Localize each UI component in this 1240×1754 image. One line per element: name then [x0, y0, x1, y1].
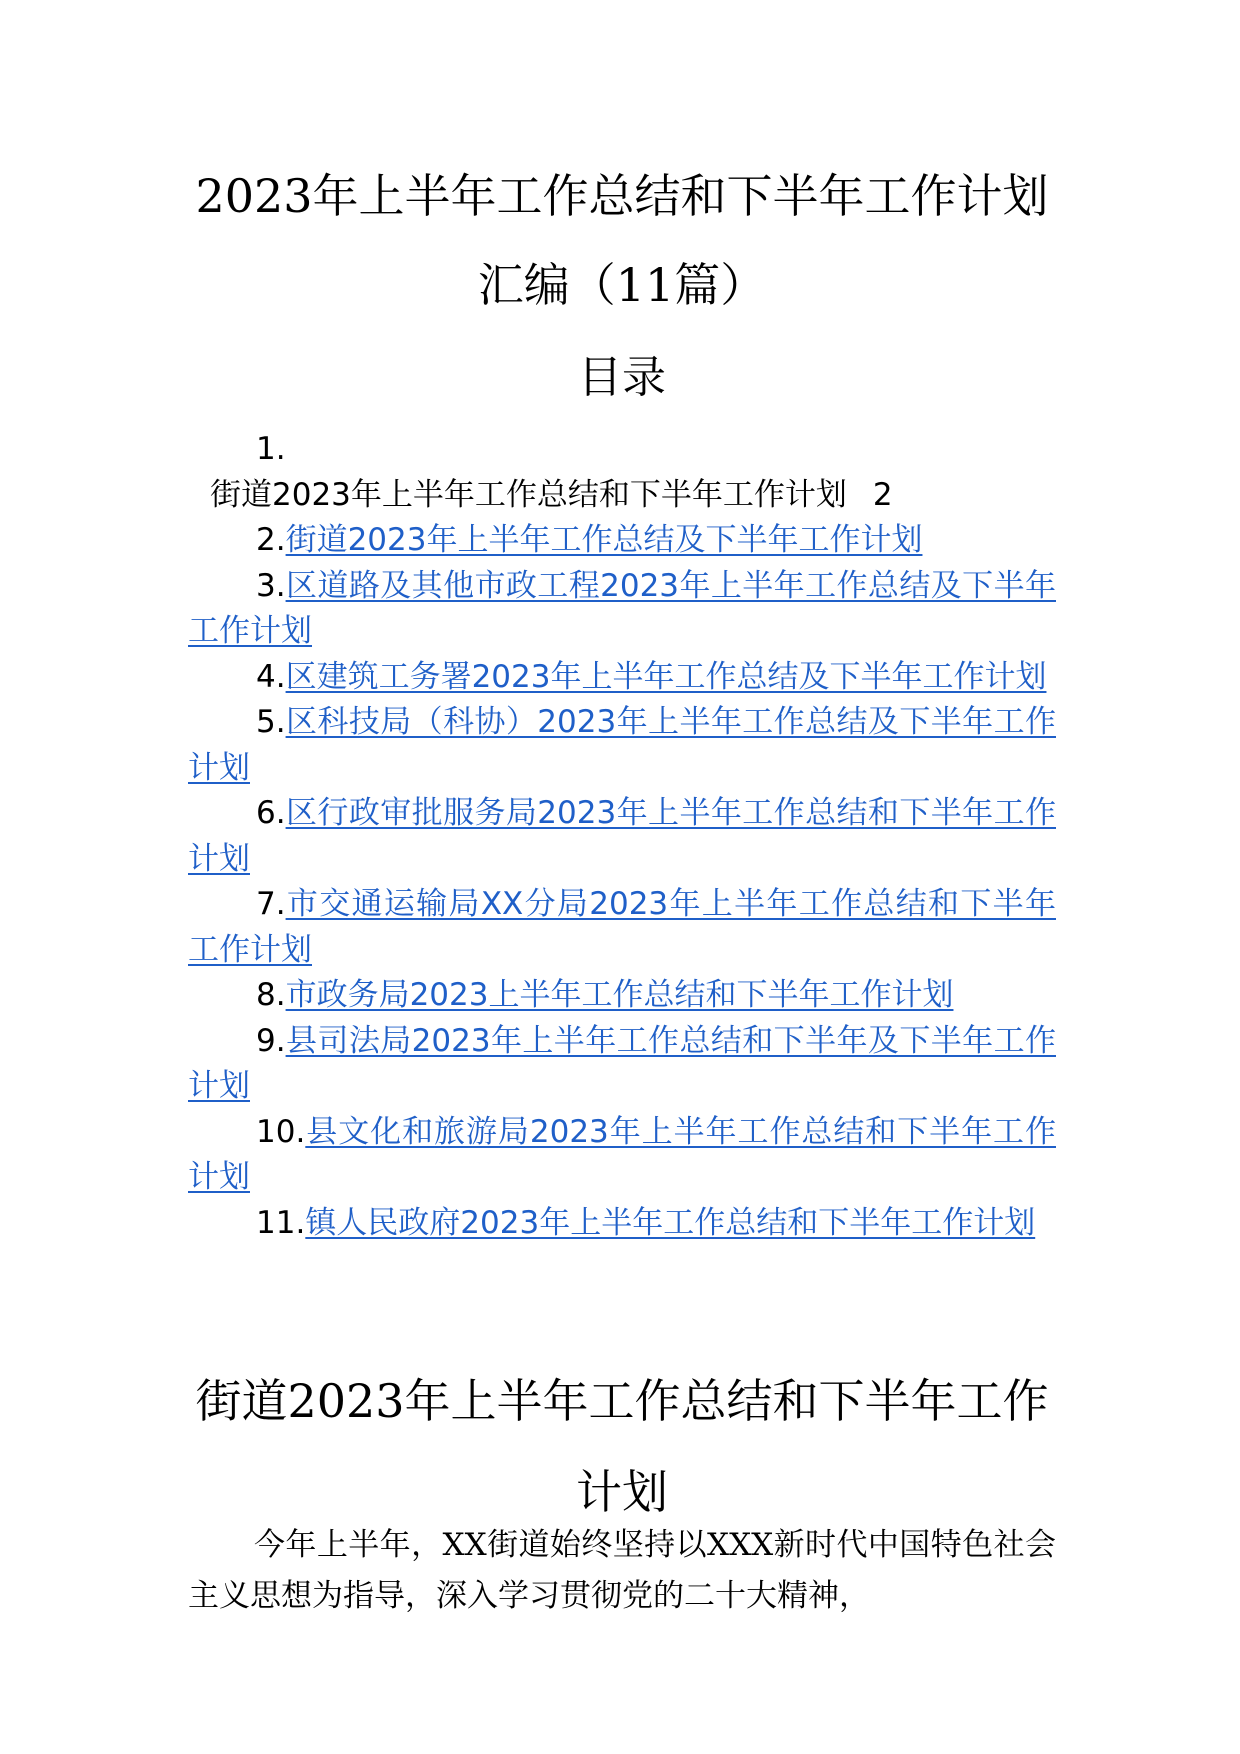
toc-item-3 [188, 564, 1056, 655]
toc-item-number: 3. [256, 567, 286, 604]
toc-item-number: 7. [256, 886, 286, 922]
toc-item-number: 11. [256, 1204, 306, 1241]
toc-item-1-number: 1. [256, 431, 286, 467]
toc-link-9[interactable]: 县司法局2023年上半年工作总结和下半年及下半年工作计划 [188, 1022, 1056, 1104]
toc-item-2 [188, 518, 1056, 564]
table-of-contents [188, 427, 1056, 1246]
toc-link-6[interactable]: 区行政审批服务局2023年上半年工作总结和下半年工作计划 [188, 795, 1056, 877]
toc-item-7 [188, 882, 1056, 973]
toc-item-number: 10. [256, 1113, 306, 1150]
toc-item-1-text[interactable]: 街道2023年上半年工作总结和下半年工作计划 [210, 476, 847, 513]
toc-item-number: 8. [256, 977, 286, 1013]
toc-item-9 [188, 1019, 1056, 1110]
toc-link-5[interactable]: 区科技局（科协）2023年上半年工作总结及下半年工作计划 [188, 704, 1056, 786]
document-title-line2: 汇编（11篇） [477, 258, 767, 312]
document-title-line1: 2023年上半年工作总结和下半年工作计划 [195, 169, 1049, 223]
toc-link-7[interactable]: 市交通运输局XX分局2023年上半年工作总结和下半年工作计划 [188, 886, 1056, 968]
toc-link-4[interactable]: 区建筑工务署2023年上半年工作总结及下半年工作计划 [285, 658, 1047, 695]
toc-item-6 [188, 791, 1056, 882]
toc-link-10[interactable]: 县文化和旅游局2023年上半年工作总结和下半年工作计划 [188, 1113, 1056, 1195]
toc-item-number: 4. [256, 658, 286, 695]
toc-item-number: 6. [256, 795, 286, 831]
toc-item-5 [188, 700, 1056, 791]
toc-item-1-page-number: 2 [872, 476, 893, 513]
toc-link-11[interactable]: 镇人民政府2023年上半年工作总结和下半年工作计划 [305, 1204, 1036, 1241]
body-paragraph: 今年上半年，XX街道始终坚持以XXX新时代中国特色社会主义思想为指导，深入学习贯彻党的二十大精神， [188, 1527, 1056, 1614]
toc-link-8[interactable]: 市政务局2023上半年工作总结和下半年工作计划 [285, 977, 954, 1013]
toc-item-10 [188, 1110, 1056, 1201]
section-title: 街道2023年上半年工作总结和下半年工作计划 [195, 1374, 1049, 1519]
toc-item-1[interactable] [188, 473, 1056, 519]
toc-item-number: 5. [256, 704, 286, 740]
toc-item-11 [188, 1201, 1056, 1247]
toc-item-4 [188, 655, 1056, 701]
toc-item-number: 9. [256, 1022, 286, 1059]
toc-heading: 目录 [578, 352, 666, 403]
toc-item-8 [188, 973, 1056, 1019]
toc-item-number: 2. [256, 522, 286, 558]
toc-link-3[interactable]: 区道路及其他市政工程2023年上半年工作总结及下半年工作计划 [188, 567, 1056, 649]
toc-link-2[interactable]: 街道2023年上半年工作总结及下半年工作计划 [285, 522, 923, 558]
